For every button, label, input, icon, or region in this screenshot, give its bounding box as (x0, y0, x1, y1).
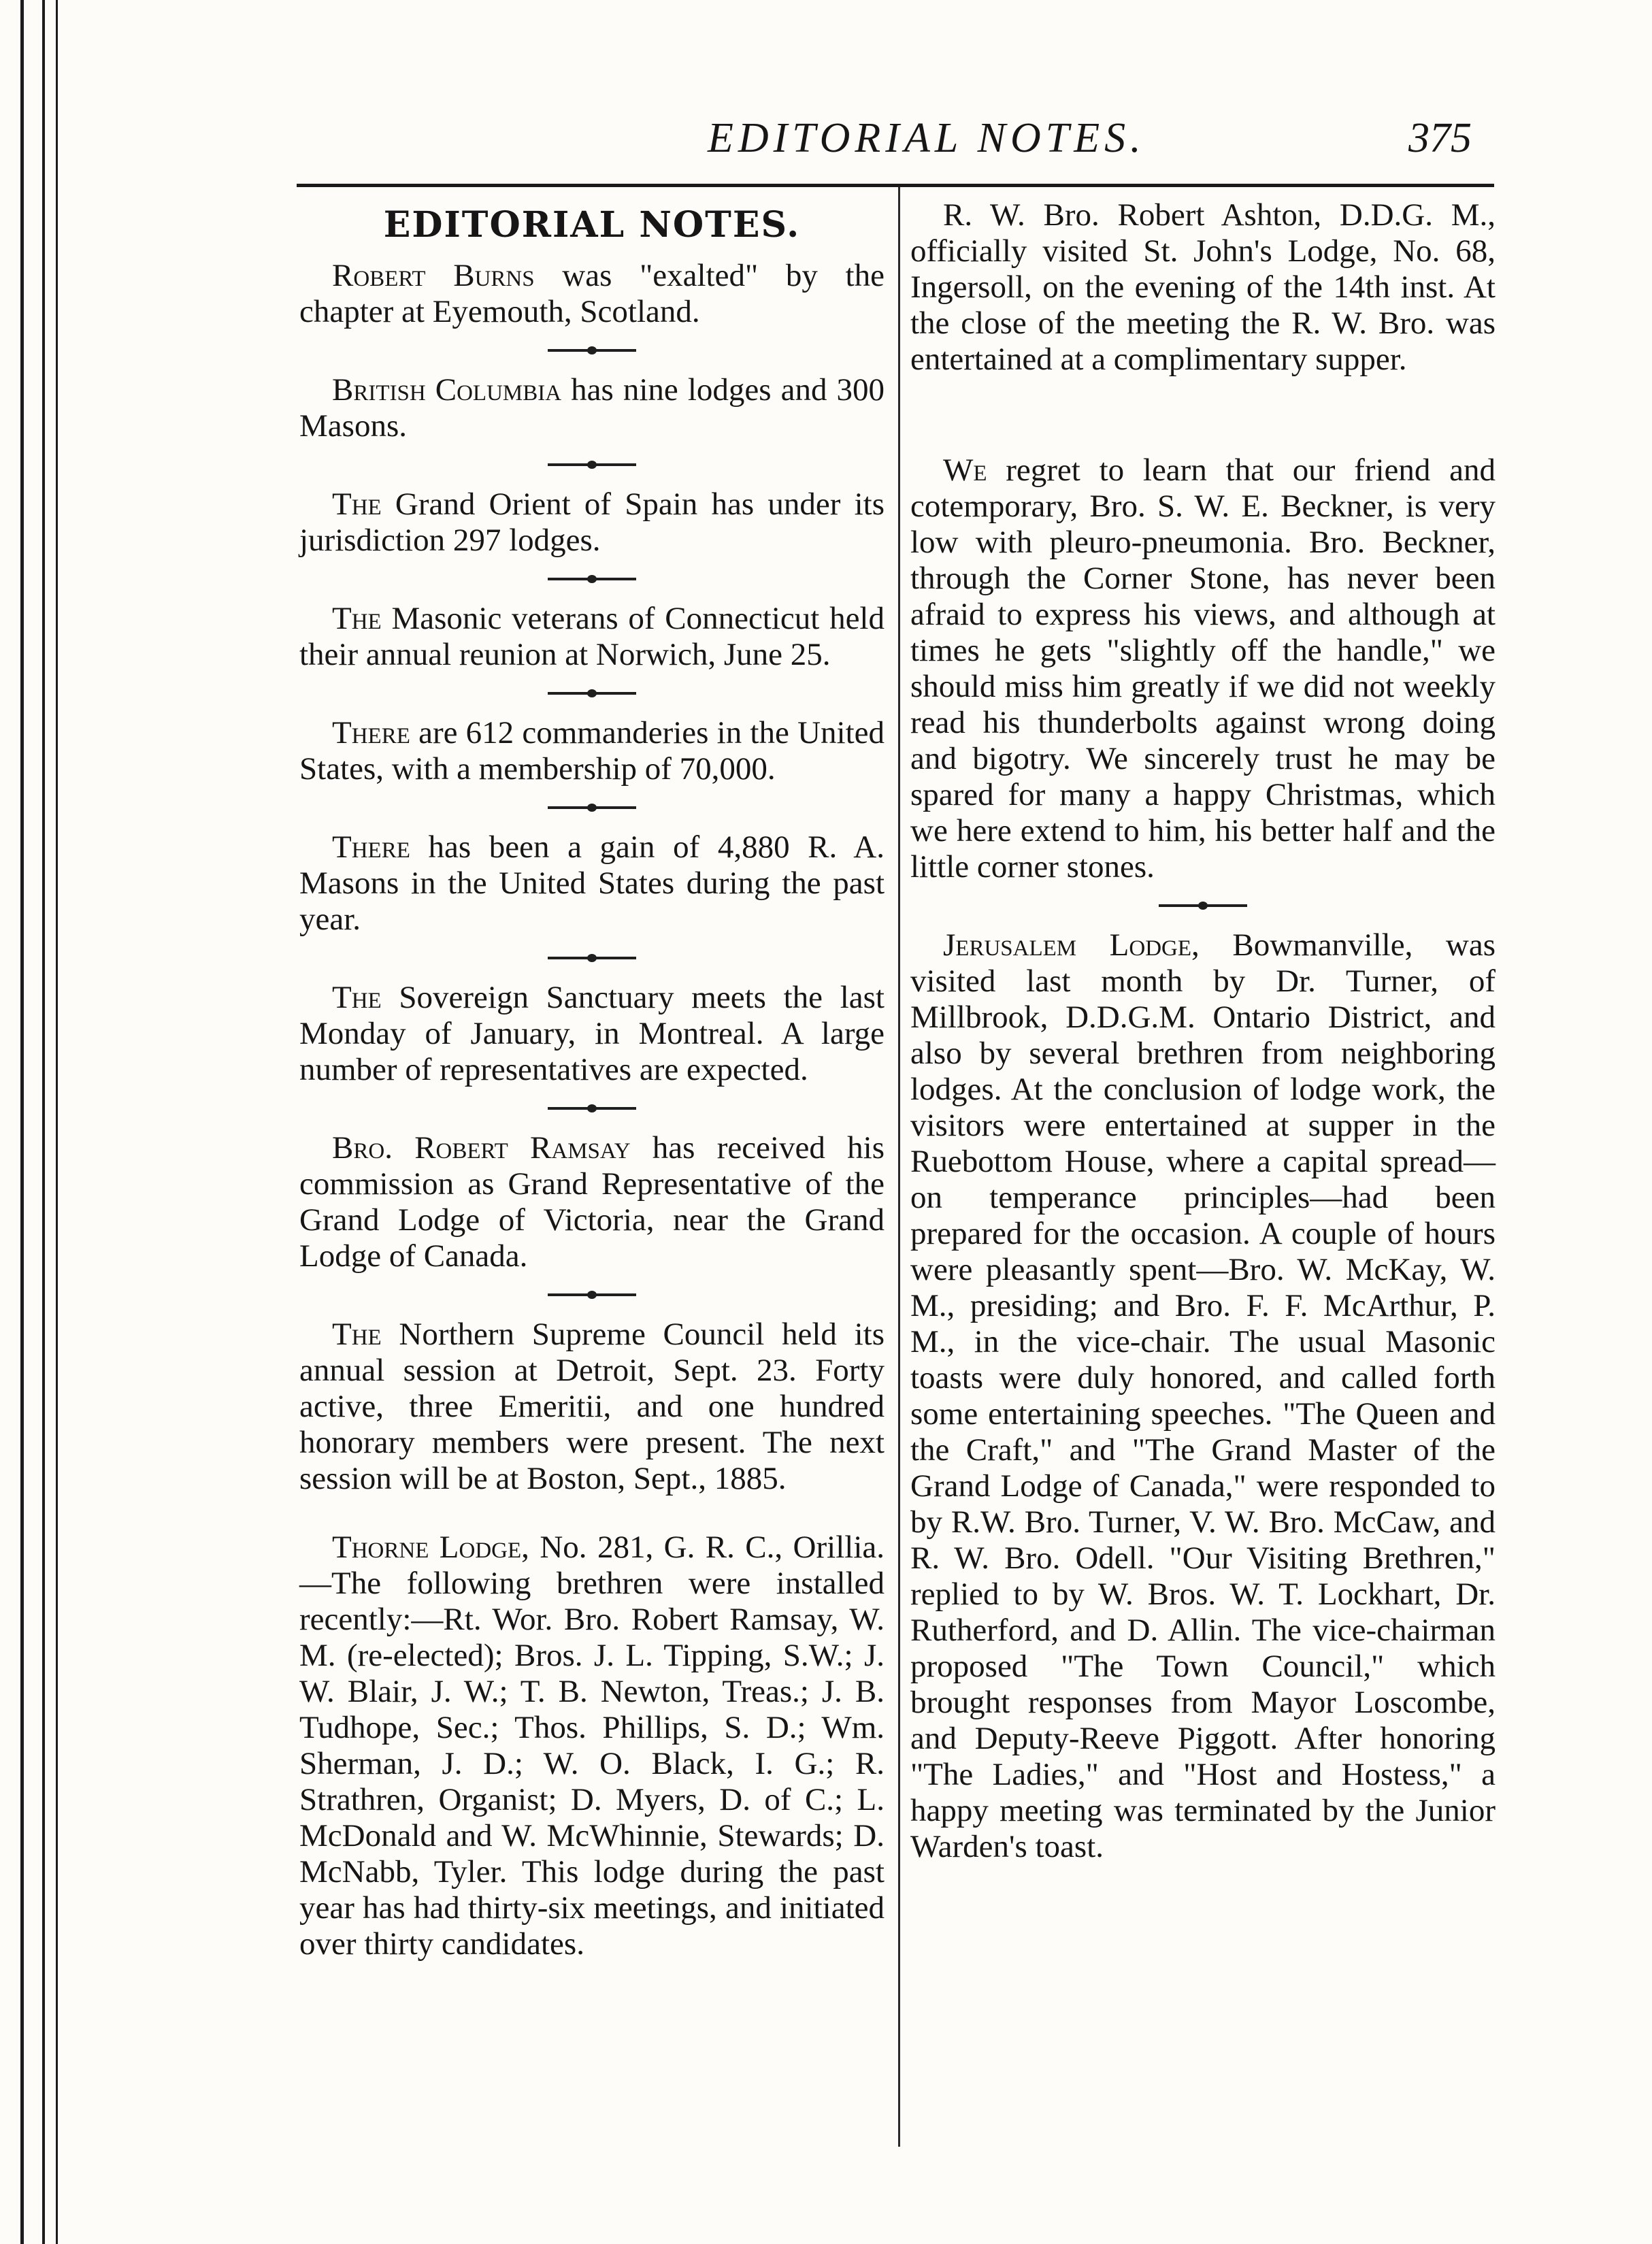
note-lead: The (332, 601, 382, 636)
note-lead: The (332, 486, 382, 522)
note-item (299, 829, 885, 938)
note-item (299, 372, 885, 444)
note-text: Masonic veterans of Connecticut held their annual reunion at Norwich, June 25. (299, 601, 885, 672)
note-item (910, 452, 1496, 885)
note-text: regret to learn that our friend and cotemporary, Bro. S. W. E. Beckner, is very low with pleuro-pneumonia. Bro. Beckner, through the Corner Stone, has never been afraid to express his views, and although at times he gets "slightly off the handle," we should miss him greatly if we did not weekly read his thunderbolts against wrong doing and bigotry. We sincerely trust he may be spared for many a happy Christmas, which we here extend to him, his better half and the little corner stones. (910, 452, 1496, 885)
binding-edge-line (20, 0, 24, 2244)
note-item (299, 1317, 885, 1497)
note-item (299, 980, 885, 1088)
section-separator (1159, 904, 1247, 907)
note-item (299, 601, 885, 673)
note-text: , Bowmanville, was visited last month by Dr. Turner, of Millbrook, D.D.G.M. Ontario District, and also by several brethren from neighboring lodges. At the conclusion of lodge work, the visitors were entertained at supper in the Ruebottom House, where a capital spread—on temperance principles—had been prepared for the occasion. A couple of hours were pleasantly spent—Bro. W. McKay, W. M., presiding; and Bro. F. F. McArthur, P. M., in the vice-chair. The usual Masonic toasts were duly honored, and called forth some entertaining speeches. "The Queen and the Craft," and "The Grand Master of the Grand Lodge of Canada," were responded to by R.W. Bro. Turner, V. W. Bro. McCaw, and R. W. Bro. Odell. "Our Visiting Brethren," replied to by W. Bros. W. T. Lockhart, Dr. Rutherford, and D. Allin. The vice-chairman proposed "The Town Council," which brought responses from Mayor Loscombe, and Deputy-Reeve Piggott. After honoring "The Ladies," and "Host and Hostess," a happy meeting was terminated by the Junior Warden's toast. (910, 927, 1496, 1864)
header-rule (297, 184, 1494, 187)
section-separator (548, 1293, 636, 1296)
section-separator (548, 692, 636, 695)
note-item (910, 927, 1496, 1865)
note-text: was "exalted" by the chapter at Eyemouth, Scotland. (299, 258, 885, 329)
note-lead: There (332, 715, 410, 750)
note-lead: Jerusalem Lodge (943, 927, 1192, 963)
column-title: EDITORIAL NOTES. (383, 204, 801, 246)
section-separator (548, 806, 636, 809)
note-text: are 612 commanderies in the United States, with a membership of 70,000. (299, 715, 885, 787)
note-text: has nine lodges and 300 Masons. (299, 372, 885, 444)
note-lead: Robert Burns (332, 258, 535, 293)
section-separator (548, 578, 636, 580)
running-title: EDITORIAL NOTES. (708, 115, 1146, 161)
note-lead: The (332, 980, 382, 1015)
column-divider (898, 187, 900, 2147)
note-item (299, 715, 885, 787)
note-text: has received his commission as Grand Representative of the Grand Lodge of Victoria, near the Grand Lodge of Canada. (299, 1130, 885, 1274)
note-lead: There (332, 829, 410, 865)
note-text: has been a gain of 4,880 R. A. Masons in the United States during the past year. (299, 829, 885, 937)
note-lead: The (332, 1317, 382, 1352)
note-lead: Bro. Robert Ramsay (332, 1130, 631, 1166)
section-separator (548, 463, 636, 466)
note-lead: Thorne Lodge (332, 1530, 522, 1565)
page-header (0, 95, 1652, 170)
page-number: 375 (1408, 115, 1472, 161)
right-column (910, 197, 1496, 1865)
note-text: R. W. Bro. Robert Ashton, D.D.G. M., officially visited St. John's Lodge, No. 68, Ingersoll, on the evening of the 14th inst. At the close of the meeting the R. W. Bro. was entertained at a complimentary supper. (910, 197, 1496, 377)
note-lead: We (943, 452, 987, 488)
section-separator (548, 1107, 636, 1110)
note-text: Northern Supreme Council held its annual session at Detroit, Sept. 23. Forty active, three Emeritii, and one hundred honorary members were present. The next session will be at Boston, Sept., 1885. (299, 1317, 885, 1496)
note-text: Sovereign Sanctuary meets the last Monday of January, in Montreal. A large number of representatives are expected. (299, 980, 885, 1087)
note-text: Grand Orient of Spain has under its jurisdiction 297 lodges. (299, 486, 885, 558)
section-separator (548, 349, 636, 352)
section-gap (910, 378, 1496, 452)
section-gap (299, 1497, 885, 1530)
note-item (299, 1130, 885, 1274)
note-text: , No. 281, G. R. C., Orillia.—The following brethren were installed recently:—Rt. Wor. Bro. Robert Ramsay, W. M. (re-elected); Bros. J. L. Tipping, S.W.; J. W. Blair, J. W.; T. B. Newton, Treas.; J. B. Tudhope, Sec.; Thos. Phillips, S. D.; Wm. Sherman, J. D.; W. O. Black, I. G.; R. Strathren, Organist; D. Myers, D. of C.; L. McDonald and W. McWhinnie, Stewards; D. McNabb, Tyler. This lodge during the past year has had thirty-six meetings, and initiated over thirty candidates. (299, 1530, 885, 1962)
binding-edge-line (42, 0, 45, 2244)
left-column (299, 197, 885, 1962)
note-item (299, 1530, 885, 1962)
binding-edge-line (56, 0, 58, 2244)
note-item (299, 258, 885, 330)
note-lead: British Columbia (332, 372, 562, 408)
section-separator (548, 957, 636, 959)
note-item (910, 197, 1496, 378)
note-item (299, 486, 885, 559)
